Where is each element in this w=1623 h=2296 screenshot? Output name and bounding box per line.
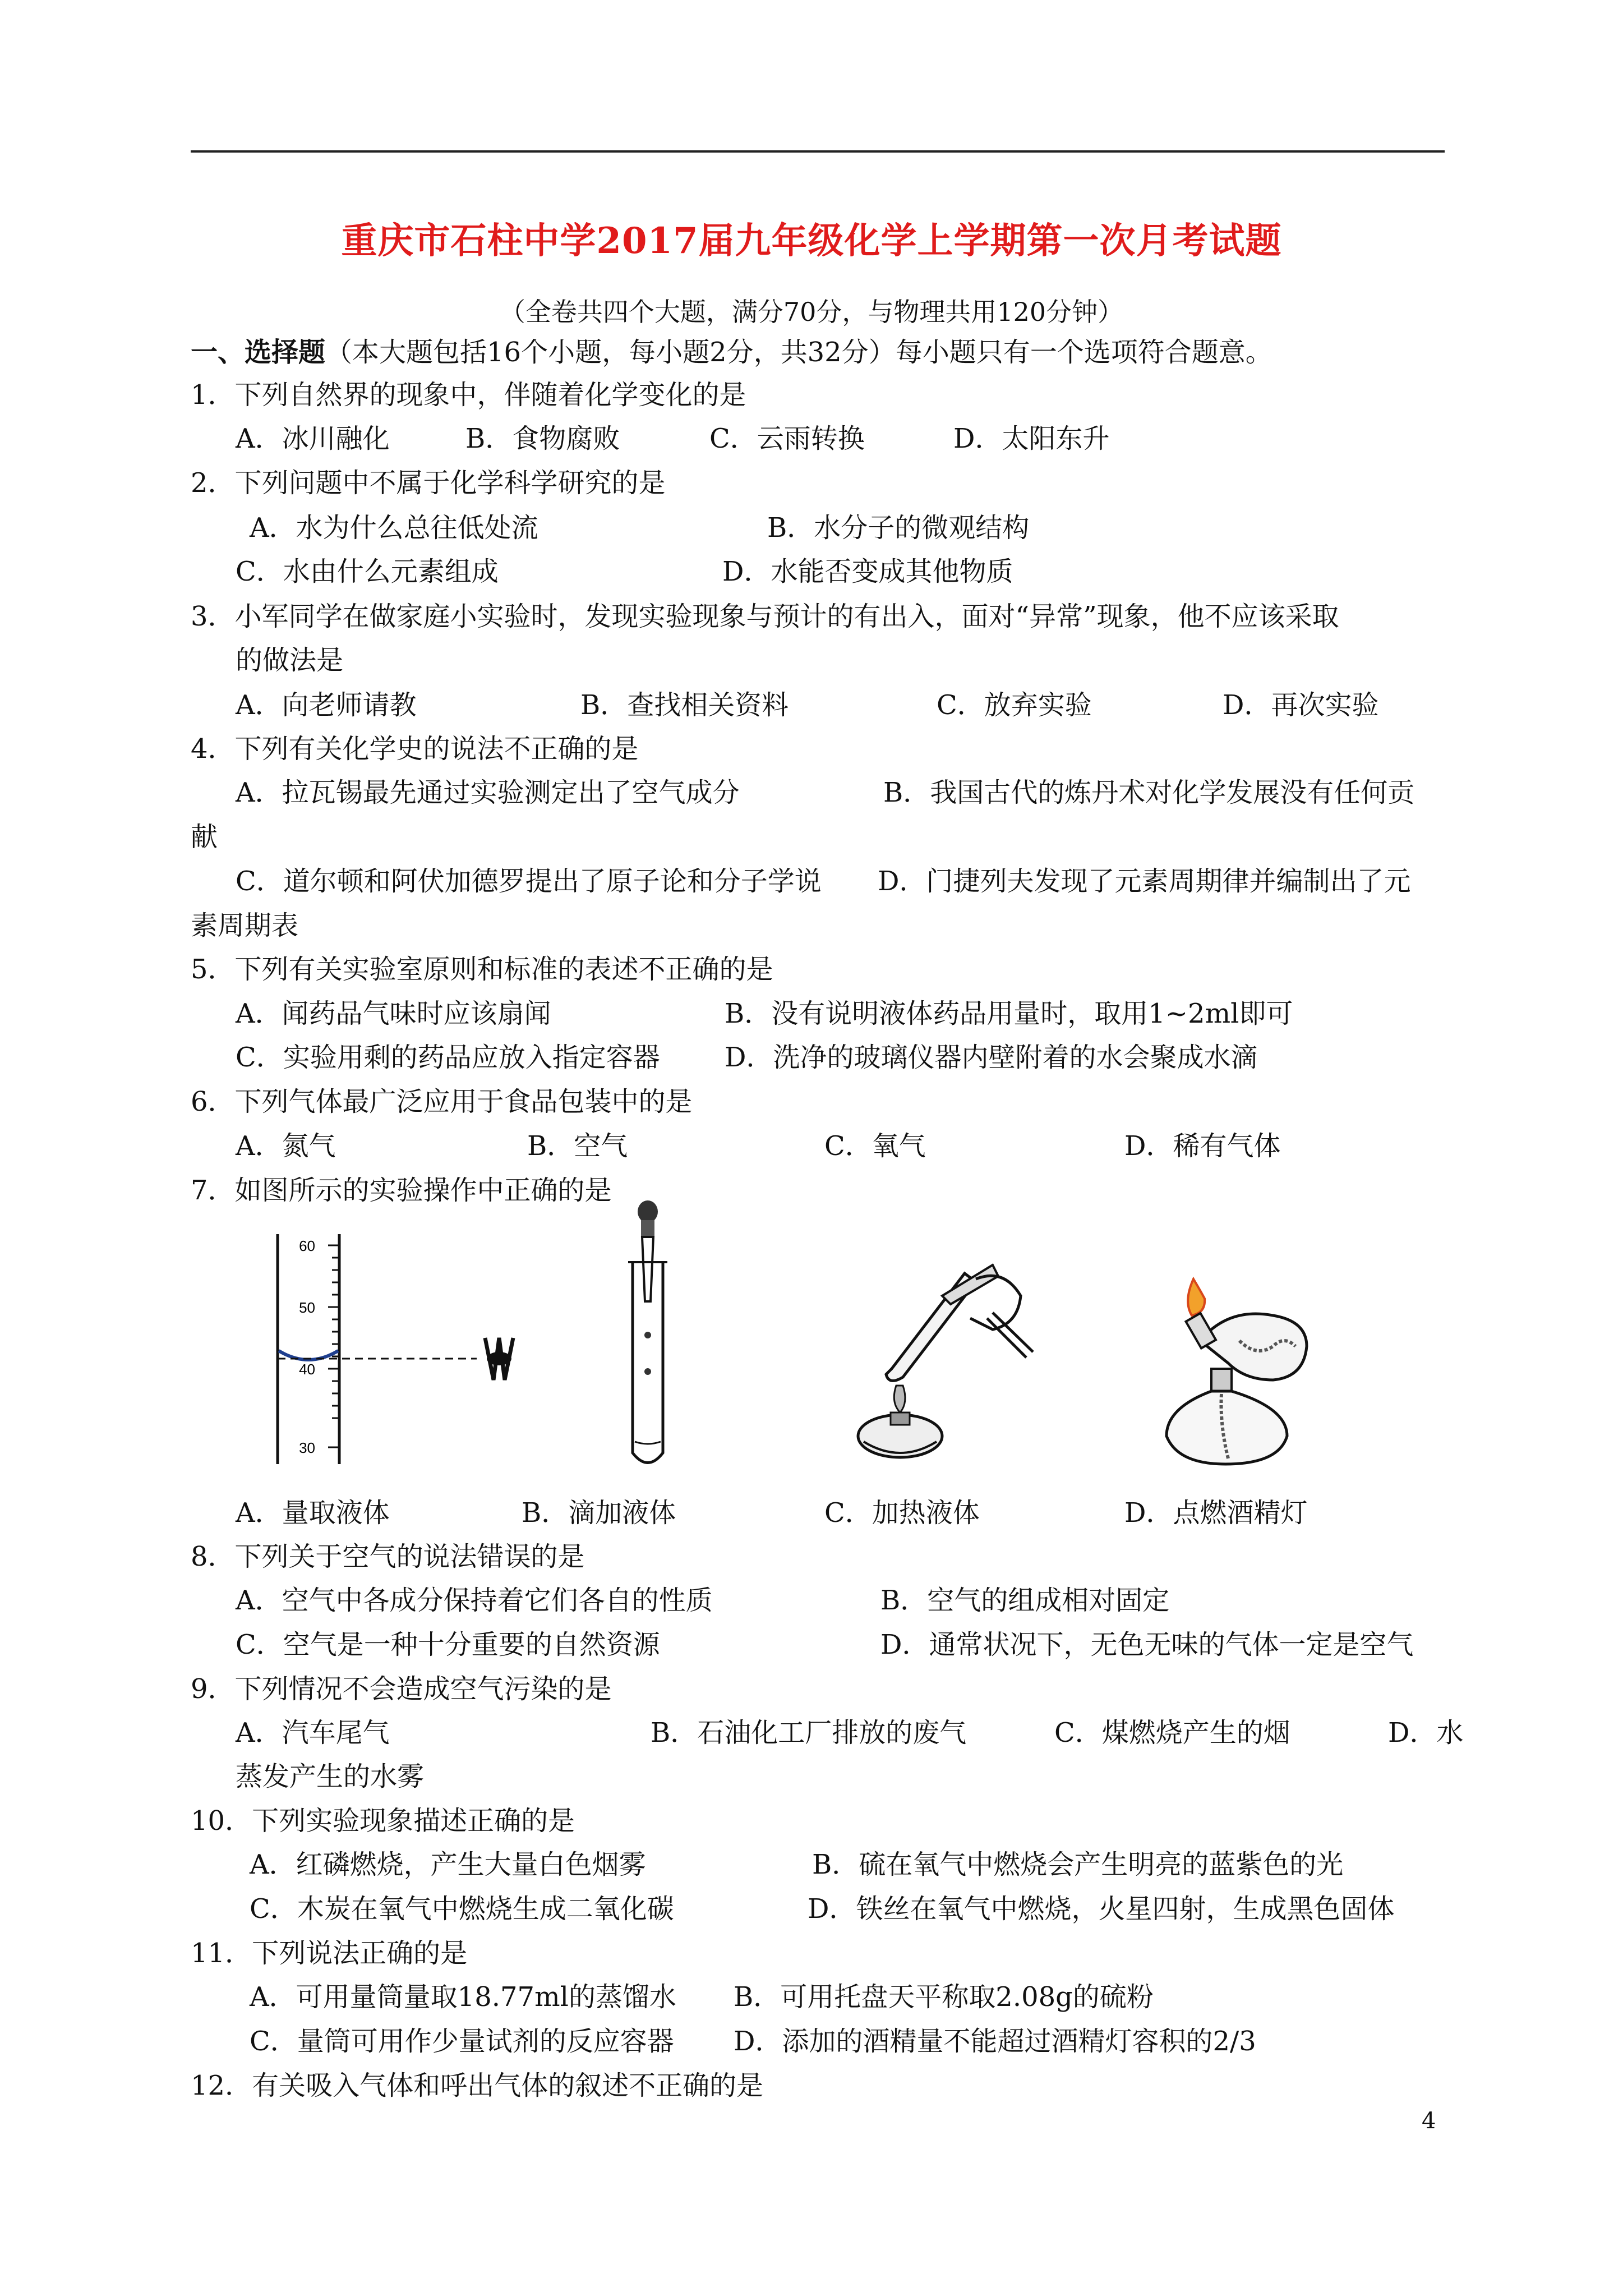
q11-option-b: B．可用托盘天平称取2.08g的硫粉 [734,1981,1154,2013]
alcohol-lamp-figure [1144,1273,1368,1475]
exam-subtitle: （全卷共四个大题，满分70分，与物理共用120分钟） [499,297,1124,327]
q7-option-a: A．量取液体 [236,1497,390,1529]
q6-option-c: C．氧气 [824,1130,926,1162]
section-heading [191,335,1272,369]
dropper-figure [606,1195,690,1475]
q6-option-b: B．空气 [527,1130,628,1162]
q9-option-a: A．汽车尾气 [236,1717,390,1749]
q4-option-c: C．道尔顿和阿伏加德罗提出了原子论和分子学说 [236,866,822,897]
q5-option-d: D．洗净的玻璃仪器内壁附着的水会聚成水滴 [725,1042,1258,1073]
q10-option-a: A．红磷燃烧，产生大量白色烟雾 [250,1849,646,1880]
cylinder-tick-50: 50 [299,1299,315,1316]
section-label: 一、选择题 [191,337,326,368]
q6-stem: 6．下列气体最广泛应用于食品包装中的是 [191,1086,693,1117]
q4-option-b-continued: 献 [191,821,218,853]
q3-option-c: C．放弃实验 [937,689,1092,721]
q1-option-c: C．云雨转换 [709,423,865,454]
q1-option-d: D．太阳东升 [953,423,1110,454]
q9-option-b: B．石油化工厂排放的废气 [651,1717,967,1749]
cylinder-tick-40: 40 [299,1361,315,1378]
q12-stem: 12．有关吸入气体和呼出气体的叙述不正确的是 [191,2070,764,2101]
q2-option-a: A．水为什么总往低处流 [250,512,538,544]
q3-option-a: A．向老师请教 [236,689,417,721]
header-rule [191,150,1445,153]
q10-stem: 10．下列实验现象描述正确的是 [191,1805,575,1837]
q4-option-a: A．拉瓦锡最先通过实验测定出了空气成分 [236,777,740,808]
q4-stem: 4．下列有关化学史的说法不正确的是 [191,733,639,765]
q7-stem: 7．如图所示的实验操作中正确的是 [191,1175,612,1206]
q9-stem: 9．下列情况不会造成空气污染的是 [191,1673,612,1705]
q7-option-c: C．加热液体 [824,1497,980,1529]
q11-stem: 11．下列说法正确的是 [191,1938,468,1969]
q11-option-c: C．量筒可用作少量试剂的反应容器 [250,2026,674,2057]
q3-option-d: D．再次实验 [1223,689,1379,721]
q2-option-c: C．水由什么元素组成 [236,556,499,587]
q5-option-a: A．闻药品气味时应该扇闻 [236,998,551,1029]
q9-option-d: D．水 [1388,1717,1464,1749]
q8-option-c: C．空气是一种十分重要的自然资源 [236,1629,660,1660]
graduated-cylinder-figure [264,1228,533,1481]
q3-option-b: B．查找相关资料 [580,689,789,721]
q2-option-b: B．水分子的微观结构 [767,512,1030,544]
q8-stem: 8．下列关于空气的说法错误的是 [191,1541,585,1572]
page-title: 重庆市石柱中学2017届九年级化学上学期第一次月考试题 [341,220,1282,262]
q1-option-b: B．食物腐败 [465,423,620,454]
q3-stem-line1: 3．小军同学在做家庭小实验时，发现实验现象与预计的有出入，面对“异常”现象，他不应该采取 [191,601,1339,632]
q8-option-d: D．通常状况下，无色无味的气体一定是空气 [880,1629,1414,1660]
heating-test-tube-figure [824,1234,1049,1475]
page-number: 4 [1422,2108,1436,2134]
q3-stem-line2: 的做法是 [236,645,344,676]
q10-option-d: D．铁丝在氧气中燃烧，火星四射，生成黑色固体 [808,1893,1395,1925]
eye-icon [485,1338,513,1380]
q6-option-d: D．稀有气体 [1124,1130,1281,1162]
q10-option-b: B．硫在氧气中燃烧会产生明亮的蓝紫色的光 [812,1849,1344,1880]
q11-option-d: D．添加的酒精量不能超过酒精灯容积的2/3 [734,2026,1256,2057]
q11-option-a: A．可用量筒量取18.77ml的蒸馏水 [250,1981,676,2013]
q5-option-c: C．实验用剩的药品应放入指定容器 [236,1042,660,1073]
q5-stem: 5．下列有关实验室原则和标准的表述不正确的是 [191,954,773,985]
q6-option-a: A．氮气 [236,1130,336,1162]
q2-stem: 2．下列问题中不属于化学科学研究的是 [191,467,666,499]
section-description: （本大题包括16个小题，每小题2分，共32分）每小题只有一个选项符合题意。 [325,337,1272,368]
q8-option-a: A．空气中各成分保持着它们各自的性质 [236,1585,713,1616]
cylinder-tick-60: 60 [299,1237,315,1254]
q9-option-d-continued: 蒸发产生的水雾 [236,1761,425,1792]
q9-option-c: C．煤燃烧产生的烟 [1054,1717,1290,1749]
q4-option-d: D．门捷列夫发现了元素周期律并编制出了元 [878,866,1411,897]
q2-option-d: D．水能否变成其他物质 [722,556,1013,587]
q4-option-d-continued: 素周期表 [191,910,299,941]
q8-option-b: B．空气的组成相对固定 [880,1585,1170,1616]
cylinder-tick-30: 30 [299,1439,315,1456]
q7-option-d: D．点燃酒精灯 [1124,1497,1308,1529]
q1-option-a: A．冰川融化 [236,423,390,454]
q4-option-b: B．我国古代的炼丹术对化学发展没有任何贡 [883,777,1415,808]
q7-option-b: B．滴加液体 [522,1497,676,1529]
q10-option-c: C．木炭在氧气中燃烧生成二氧化碳 [250,1893,674,1925]
q1-stem: 1．下列自然界的现象中，伴随着化学变化的是 [191,379,746,411]
q5-option-b: B．没有说明液体药品用量时，取用1~2ml即可 [725,998,1293,1029]
